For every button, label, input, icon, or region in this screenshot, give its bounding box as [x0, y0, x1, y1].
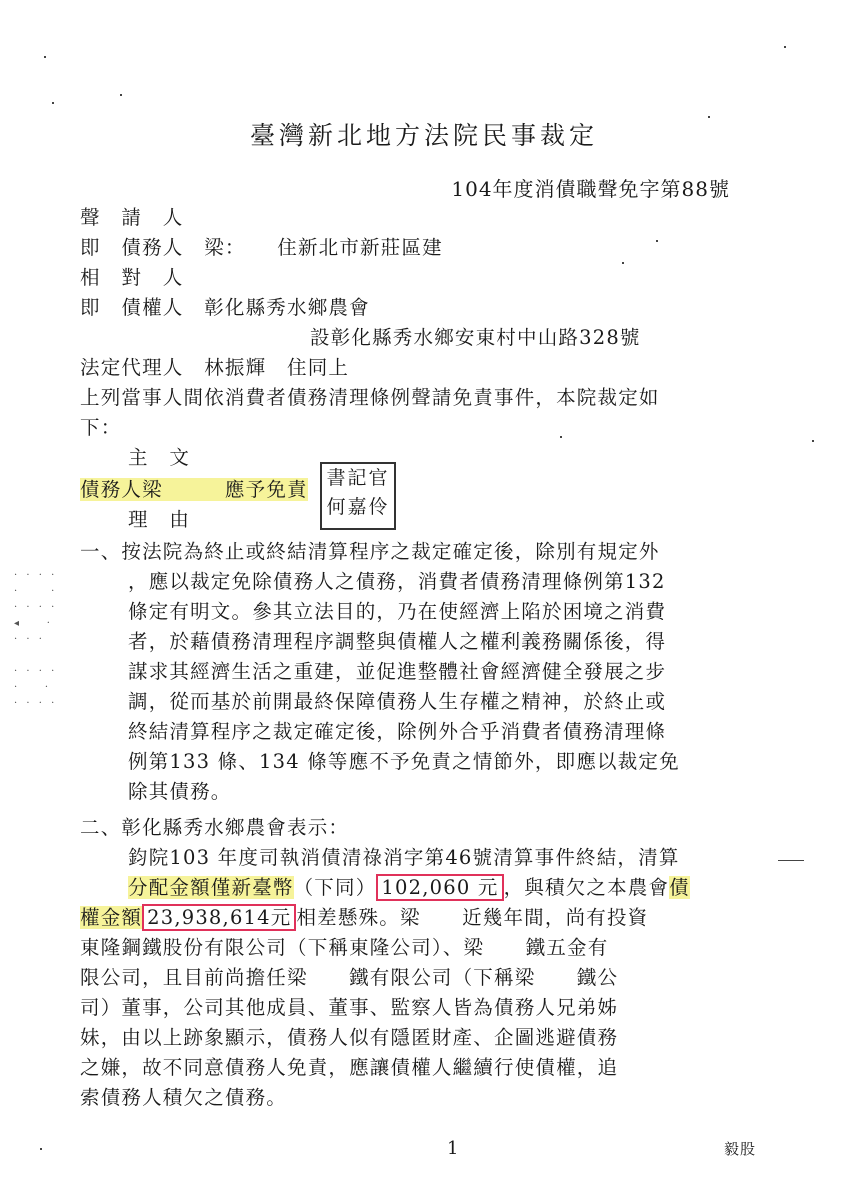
intro-line-2: 下：	[80, 416, 122, 439]
scan-speckle	[120, 94, 122, 96]
scan-speckle	[784, 46, 786, 48]
section2-line-4: 東隆鋼鐵股份有限公司（下稱東隆公司）、梁 鐵五金有	[80, 936, 609, 959]
section2-line-5: 限公司，且目前尚擔任梁 鐵有限公司（下稱梁 鐵公	[80, 966, 619, 989]
party-respondent-label: 相 對 人	[80, 266, 184, 289]
claim-amount-box: 23,938,614元	[142, 904, 296, 931]
scan-speckle	[44, 56, 46, 58]
case-number: 104年度消債職聲免字第88號	[451, 177, 730, 201]
section2-line-7: 妹，由以上跡象顯示，債務人似有隱匿財產、企圖逃避債務	[80, 1026, 619, 1049]
scan-speckle	[40, 1148, 42, 1150]
reason-heading: 理 由	[128, 508, 191, 531]
scan-speckle	[622, 262, 624, 264]
section1-line-7: 終結清算程序之裁定確定後，除例外合乎消費者債務清理條	[128, 720, 667, 743]
clerk-seal-stamp	[320, 462, 396, 530]
claim-highlight: 權金額	[80, 906, 143, 929]
party-creditor: 即 債權人 彰化縣秀水鄉農會	[80, 296, 370, 319]
scan-speckle	[708, 116, 710, 118]
seal-line-1: 書記官	[326, 467, 390, 489]
scan-speckle	[52, 102, 54, 104]
distribution-highlight: 分配金額僅新臺幣	[128, 876, 294, 899]
section2-line-8: 之嫌，故不同意債務人免責，應讓債權人繼續行使債權，追	[80, 1056, 619, 1079]
section2-heading: 二、彰化縣秀水鄉農會表示：	[80, 816, 350, 839]
main-heading: 主 文	[128, 446, 191, 469]
legal-representative: 法定代理人 林振輝 住同上	[80, 356, 350, 379]
scan-speckle	[812, 440, 814, 442]
section1-line-9: 除其債務。	[128, 780, 232, 803]
department-label: 毅股	[724, 1140, 757, 1158]
section1-line-2: ，應以裁定免除債務人之債務，消費者債務清理條例第132	[128, 570, 666, 593]
scan-speckle	[656, 240, 658, 242]
section2-line-3: 權金額 23,938,614元 相差懸殊。梁 近幾年間，尚有投資	[80, 906, 649, 929]
seal-line-2: 何嘉伶	[326, 496, 390, 518]
ruling-highlight-discharge: 應予免責	[224, 478, 308, 501]
section2-line-2: 分配金額僅新臺幣（下同） 102,060 元 ，與積欠之本農會債	[128, 876, 690, 899]
document-title: 臺灣新北地方法院民事裁定	[249, 121, 598, 150]
intro-line-1: 上列當事人間依消費者債務清理條例聲請免責事件，本院裁定如	[80, 386, 660, 409]
section2-line-9: 索債務人積欠之債務。	[80, 1086, 288, 1109]
scan-speckle	[778, 860, 804, 861]
section1-line-4: 者，於藉債務清理程序調整與債權人之權利義務關係後，得	[128, 630, 667, 653]
party-debtor: 即 債務人 梁： 住新北市新莊區建	[80, 236, 443, 259]
ruling-text	[80, 478, 308, 502]
creditor-address: 設彰化縣秀水鄉安東村中山路328號	[310, 326, 641, 349]
scan-speckle	[560, 436, 562, 438]
section2-line-1: 鈞院103 年度司執消債清祿消字第46號清算事件終結，清算	[128, 846, 680, 869]
section1-line-5: 謀求其經濟生活之重建，並促進整體社會經濟健全發展之步	[128, 660, 667, 683]
binding-marks: · · · · · · · · · · ◂ · · · · · · · · · · · · · ·	[14, 570, 58, 709]
section2-line-6: 司）董事，公司其他成員、董事、監察人皆為債務人兄弟姊	[80, 996, 619, 1019]
section1-line-6: 調，從而基於前開最終保障債務人生存權之精神，於終止或	[128, 690, 667, 713]
section1-line-1: 一、按法院為終止或終結清算程序之裁定確定後，除別有規定外	[80, 540, 660, 563]
section1-line-3: 條定有明文。參其立法目的，乃在使經濟上陷於困境之消費	[128, 600, 667, 623]
distribution-amount-box: 102,060 元	[376, 874, 503, 901]
page-number: 1	[447, 1138, 459, 1159]
party-applicant-label: 聲 請 人	[80, 206, 184, 229]
section1-line-8: 例第133 條、134 條等應不予免責之情節外，即應以裁定免	[128, 750, 680, 773]
ruling-highlight-debtor: 債務人梁	[80, 478, 163, 501]
